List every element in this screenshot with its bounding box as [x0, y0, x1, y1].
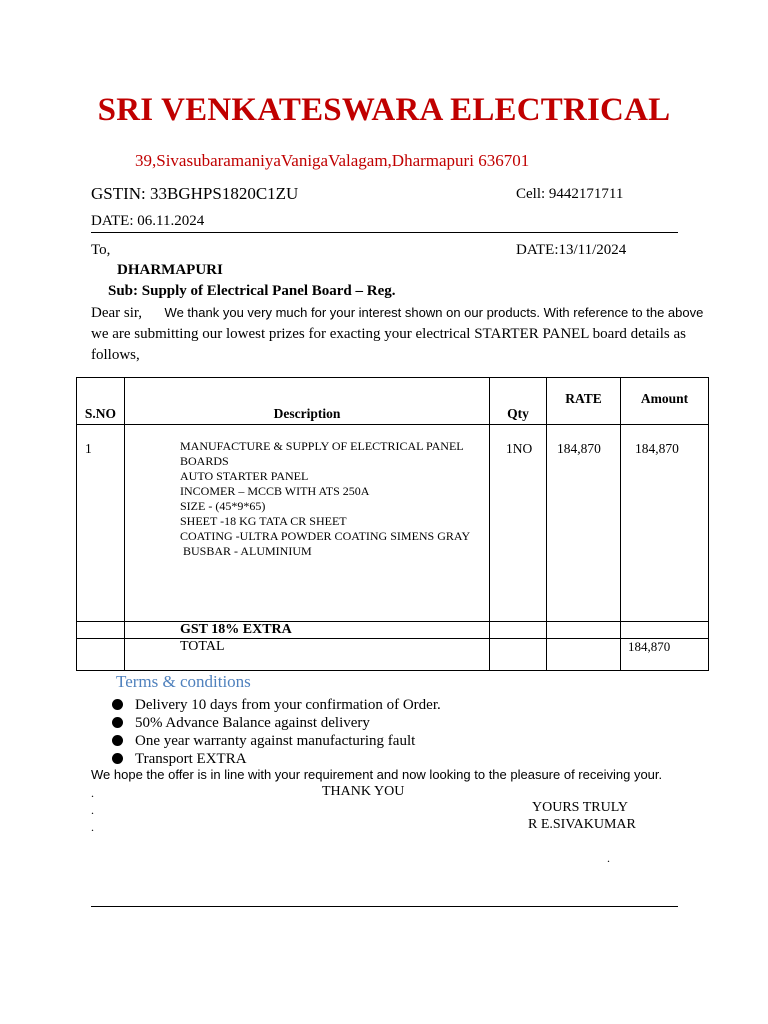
- table-header-row: [77, 378, 709, 425]
- term-text: Transport EXTRA: [135, 751, 247, 767]
- yours-truly: YOURS TRULY: [532, 800, 628, 815]
- header-description: Description: [125, 378, 490, 425]
- total-label: TOTAL: [125, 639, 490, 671]
- row-qty: 1NO: [490, 425, 547, 622]
- letter-body: [91, 302, 721, 366]
- dot-mark: .: [91, 803, 94, 817]
- description-lines: [125, 425, 489, 559]
- table-row: [77, 425, 709, 622]
- thank-you: THANK YOU: [322, 784, 405, 799]
- header-sno: S.NO: [77, 378, 125, 425]
- description-line: MANUFACTURE & SUPPLY OF ELECTRICAL PANEL: [180, 439, 464, 453]
- bullet-icon: [112, 735, 123, 746]
- description-line: AUTO STARTER PANEL: [180, 469, 309, 483]
- dot-mark: .: [607, 851, 610, 865]
- second-date: DATE:13/11/2024: [516, 242, 627, 258]
- total-row: [77, 639, 709, 671]
- description-line: BUSBAR - ALUMINIUM: [180, 544, 312, 558]
- terms-heading: Terms & conditions: [116, 672, 251, 691]
- body-text-serif: we are submitting our lowest prizes for exacting your electrical STARTER PANEL board details as follows,: [91, 326, 686, 363]
- recipient: DHARMAPURI: [117, 262, 223, 278]
- cell-number: Cell: 9442171711: [516, 186, 624, 202]
- header-amount: Amount: [621, 378, 709, 425]
- row-sno: 1: [77, 425, 125, 622]
- letter-date: DATE: 06.11.2024: [91, 213, 205, 229]
- description-line: SIZE - (45*9*65): [180, 499, 266, 513]
- description-line: BOARDS: [180, 454, 229, 468]
- signatory-name: R E.SIVAKUMAR: [528, 817, 636, 832]
- to-label: To,: [91, 242, 111, 258]
- description-line: SHEET -18 KG TATA CR SHEET: [180, 514, 347, 528]
- term-text: One year warranty against manufacturing fault: [135, 733, 416, 749]
- gst-note: GST 18% EXTRA: [125, 622, 490, 639]
- header-divider: [91, 232, 678, 233]
- header-qty: Qty: [490, 378, 547, 425]
- company-name: SRI VENKATESWARA ELECTRICAL: [97, 92, 671, 128]
- total-amount: 184,870: [621, 639, 709, 671]
- company-address: 39,SivasubaramaniyaVanigaValagam,Dharmapuri 636701: [135, 151, 530, 170]
- dot-mark: .: [91, 786, 94, 800]
- description-line: COATING -ULTRA POWDER COATING SIMENS GRAY: [180, 529, 471, 543]
- quotation-table: [76, 377, 709, 671]
- body-text-sans: We thank you very much for your interest shown on our products. With reference to the above: [164, 305, 704, 320]
- closing-paragraph: We hope the offer is in line with your requirement and now looking to the pleasure of receiving your.: [91, 767, 663, 782]
- bullet-icon: [112, 699, 123, 710]
- list-item: [112, 696, 441, 714]
- row-amount: 184,870: [621, 425, 709, 622]
- term-text: Delivery 10 days from your confirmation of Order.: [135, 697, 441, 713]
- row-description: [125, 425, 490, 622]
- term-text: 50% Advance Balance against delivery: [135, 715, 370, 731]
- description-line: INCOMER – MCCB WITH ATS 250A: [180, 484, 370, 498]
- list-item: [112, 732, 441, 750]
- bullet-icon: [112, 717, 123, 728]
- header-rate: RATE: [547, 378, 621, 425]
- salutation: Dear sir,: [91, 305, 143, 321]
- dot-mark: .: [91, 820, 94, 834]
- footer-divider: [91, 906, 678, 907]
- subject-line: Sub: Supply of Electrical Panel Board – Reg.: [108, 283, 396, 299]
- gst-row: [77, 622, 709, 639]
- list-item: [112, 750, 441, 768]
- terms-list: [112, 696, 441, 768]
- row-rate: 184,870: [547, 425, 621, 622]
- list-item: [112, 714, 441, 732]
- gstin-number: GSTIN: 33BGHPS1820C1ZU: [91, 184, 299, 203]
- bullet-icon: [112, 753, 123, 764]
